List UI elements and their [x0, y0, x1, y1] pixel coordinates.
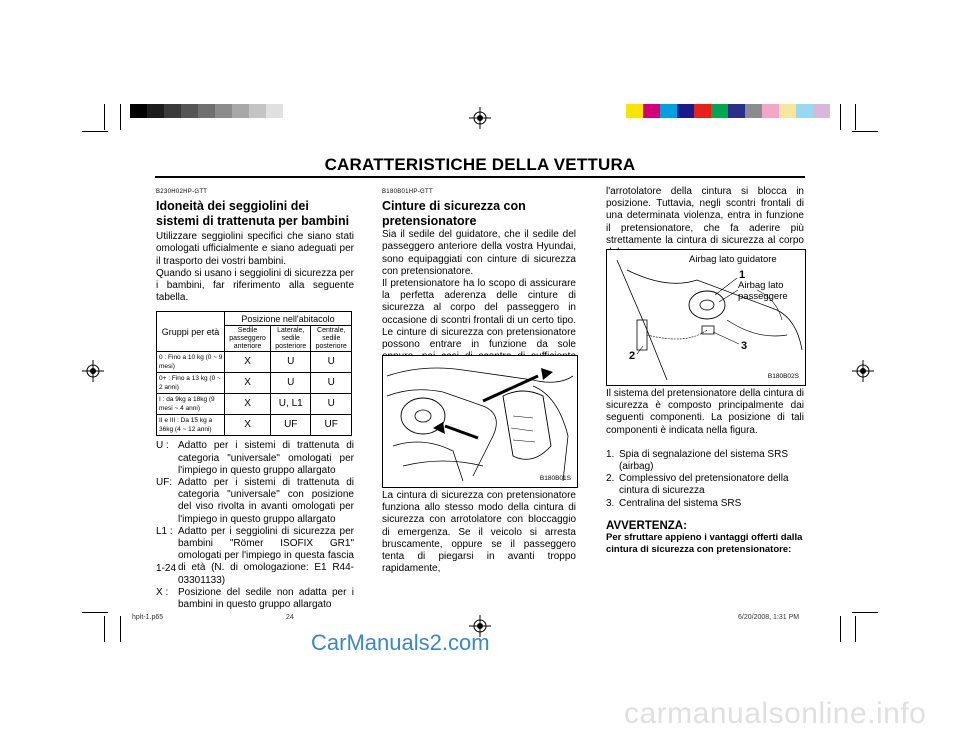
legend-key: UF:	[156, 477, 173, 489]
section-code: B180B01HP-GTT	[382, 189, 433, 195]
color-swatch	[762, 104, 779, 118]
legend-item	[156, 477, 354, 526]
value-cell: U	[311, 352, 352, 373]
color-swatch	[711, 104, 728, 118]
crop-mark	[855, 104, 856, 130]
grayscale-colorbar	[130, 104, 300, 118]
intro-text: Utilizzare seggiolini specifici che siano stati omologati ufficialmente e siano adeguati per il trasporto dei vostri bambini. Quando si usano i seggiolini di sicurezza per i bambini, far riferimento alla seguente tabella.	[156, 231, 354, 304]
list-item	[606, 449, 804, 473]
crop-mark	[852, 131, 878, 132]
col-header: Sedile passeggero anteriore	[225, 326, 271, 352]
pretensioner-text-2: La cintura di sicurezza con pretensionatore funziona allo stesso modo della cintura di sicurezza con arrotolatore con bloccaggio di emergenza. Se il veicolo si arresta bruscamente, oppure se il passeggero tenta di piegarsi in avanti troppo rapidamente,	[382, 490, 576, 575]
group-cell: I : da 9kg a 18kg (9 mesi ~ 4 anni)	[157, 394, 225, 415]
position-header: Posizione nell'abitacolo	[225, 312, 352, 326]
figure-code: B180B02S	[767, 373, 799, 380]
color-swatch	[164, 104, 181, 118]
value-cell: UF	[311, 415, 352, 436]
value-cell: U	[311, 394, 352, 415]
list-item	[606, 498, 804, 510]
value-cell: X	[225, 415, 271, 436]
crop-mark	[82, 131, 108, 132]
color-swatch	[813, 104, 830, 118]
right-column-lower	[606, 388, 804, 555]
color-swatch	[266, 104, 283, 118]
value-cell: X	[225, 373, 271, 394]
value-cell: UF	[271, 415, 311, 436]
watermark-link[interactable]: CarManuals2.com	[311, 630, 490, 655]
color-swatch	[745, 104, 762, 118]
color-swatch	[643, 104, 660, 118]
crop-mark	[852, 612, 878, 613]
crop-mark	[104, 104, 105, 130]
figure-code: B180B01S	[539, 475, 571, 482]
callout-number: 3	[741, 340, 748, 352]
value-cell: U	[271, 373, 311, 394]
color-swatch	[660, 104, 677, 118]
registration-mark-icon	[852, 360, 874, 382]
legend-text: Posizione del sedile non adatta per i bambini in questo gruppo allargato	[178, 586, 354, 611]
legend-key: L1 :	[156, 525, 173, 537]
list-number: 1.	[606, 448, 615, 460]
color-swatch	[677, 104, 694, 118]
components-text: Il sistema del pretensionatore della cintura di sicurezza è composto principalmente dai seguenti componenti. La posizione di tali componenti è indicata nella figura.	[606, 388, 804, 436]
col-header: Centrale, sedile posteriore	[311, 326, 352, 352]
color-swatch	[181, 104, 198, 118]
group-cell: II e III : Da 15 kg a 36kg (4 ~ 12 anni)	[157, 415, 225, 436]
value-cell: U	[271, 352, 311, 373]
list-number: 3.	[606, 497, 615, 509]
legend-item	[156, 440, 354, 477]
section-heading: Cinture di sicurezza con pretensionatore	[382, 199, 526, 229]
crop-mark	[120, 104, 121, 130]
value-cell: U, L1	[271, 394, 311, 415]
header-rule	[155, 176, 805, 178]
crop-mark	[840, 104, 841, 130]
color-swatch	[198, 104, 215, 118]
callout-number: 1	[739, 269, 746, 281]
section-code: B230H02HP-GTT	[156, 189, 208, 195]
legend-item	[156, 587, 354, 611]
crop-mark	[82, 612, 108, 613]
crop-mark	[104, 616, 105, 642]
color-swatch	[626, 104, 643, 118]
retractor-text: l'arrotolatore della cintura si blocca in posizione. Tuttavia, negli scontri frontali di una determinata violenza, entra in funzione il pretensionatore, che fa aderire più strettamente la cintura di sicurezza al corpo	[606, 186, 804, 246]
table-row	[157, 373, 352, 394]
value-cell: X	[225, 352, 271, 373]
color-swatch	[249, 104, 266, 118]
callout-number: 2	[629, 350, 636, 362]
legend-text: Adatto per i seggiolini di sicurezza per bambini "Römer ISOFIX GR1" omologati per l'impiego in questa fascia di età (N. di omologazione: E1 R44-03301133)	[178, 525, 354, 586]
crop-mark	[855, 616, 856, 642]
footer-file: hplt-1.p65	[132, 614, 164, 621]
value-cell: U	[311, 373, 352, 394]
color-swatch	[779, 104, 796, 118]
group-cell: 0+ : Fino a 13 kg (0 ~ 2 anni)	[157, 373, 225, 394]
color-swatch	[215, 104, 232, 118]
col-header: Laterale, sedile posteriore	[271, 326, 311, 352]
value-cell: X	[225, 394, 271, 415]
legend-key: X :	[156, 586, 169, 598]
list-number: 2.	[606, 473, 615, 485]
warning-title: AVVERTENZA:	[606, 519, 687, 532]
list-text: Centralina del sistema SRS	[619, 497, 742, 509]
section-heading: Idoneità dei seggiolini dei sistemi di trattenuta per bambini	[156, 199, 350, 229]
legend-text: Adatto per i sistemi di trattenuta di categoria "universale" omologati per l'impiego in questo gruppo allargato	[178, 440, 354, 476]
srs-components-illustration	[607, 250, 805, 385]
seatbelt-figure	[382, 355, 578, 488]
figure-label: Airbag lato guidatore	[689, 254, 777, 265]
list-text: Complessivo del pretensionatore della cintura di sicurezza	[619, 473, 789, 497]
components-figure	[606, 249, 806, 386]
color-swatch	[232, 104, 249, 118]
legend-text: Adatto per i sistemi di trattenuta di categoria "universale" con posizione del viso rivolta in avanti omologati per l'impiego in questo gruppo allargato	[178, 477, 354, 525]
crop-mark	[840, 616, 841, 642]
group-cell: 0 : Fino a 10 kg (0 ~ 9 mesi)	[157, 352, 225, 373]
footer-page: 24	[286, 614, 294, 621]
registration-mark-icon	[469, 107, 491, 129]
crop-mark	[120, 616, 121, 642]
page-title: CARATTERISTICHE DELLA VETTURA	[324, 155, 636, 174]
color-swatch	[796, 104, 813, 118]
table-row	[157, 415, 352, 436]
list-text: Spia di segnalazione del sistema SRS (airbag)	[619, 448, 788, 473]
color-swatch	[283, 104, 300, 118]
middle-column	[382, 186, 576, 376]
components-list	[606, 449, 804, 510]
legend-item	[156, 526, 354, 587]
color-swatch	[694, 104, 711, 118]
figure-label: Airbag lato passeggere	[738, 280, 788, 302]
registration-mark-icon	[82, 360, 104, 382]
page-number: 1-24	[156, 563, 177, 574]
car-interior-illustration	[383, 356, 577, 487]
child-seat-table	[156, 311, 352, 436]
color-swatch	[728, 104, 745, 118]
group-header: Gruppi per età	[157, 312, 225, 352]
table-row	[157, 352, 352, 373]
color-swatch	[130, 104, 147, 118]
footer-date: 6/20/2008, 1:31 PM	[738, 614, 800, 621]
legend	[156, 440, 354, 611]
warning-text: Per sfruttare appieno i vantaggi offerti dalla cintura di sicurezza con pretensionatore:	[606, 532, 803, 555]
pretensioner-text: Sia il sedile del guidatore, che il sedile del passeggero anteriore della vostra Hyundai, sono equipaggiati con cinture di sicurezza con pretensionatore. Il pretensionatore ha lo scopo di assicurare la perfetta aderenza delle cinture di sicurezza al corpo del passeggero in occasione di scontri frontali di un certo tipo. Le cinture di sicurezza con pretensionatore possono entrare in funzione da sole	[382, 229, 576, 351]
color-swatch	[147, 104, 164, 118]
left-column	[156, 186, 354, 611]
table-row	[157, 394, 352, 415]
list-item	[606, 473, 804, 497]
watermark-text: carmanualsonline.info	[624, 697, 927, 730]
process-colorbar	[626, 104, 830, 118]
legend-key: U :	[156, 440, 169, 452]
